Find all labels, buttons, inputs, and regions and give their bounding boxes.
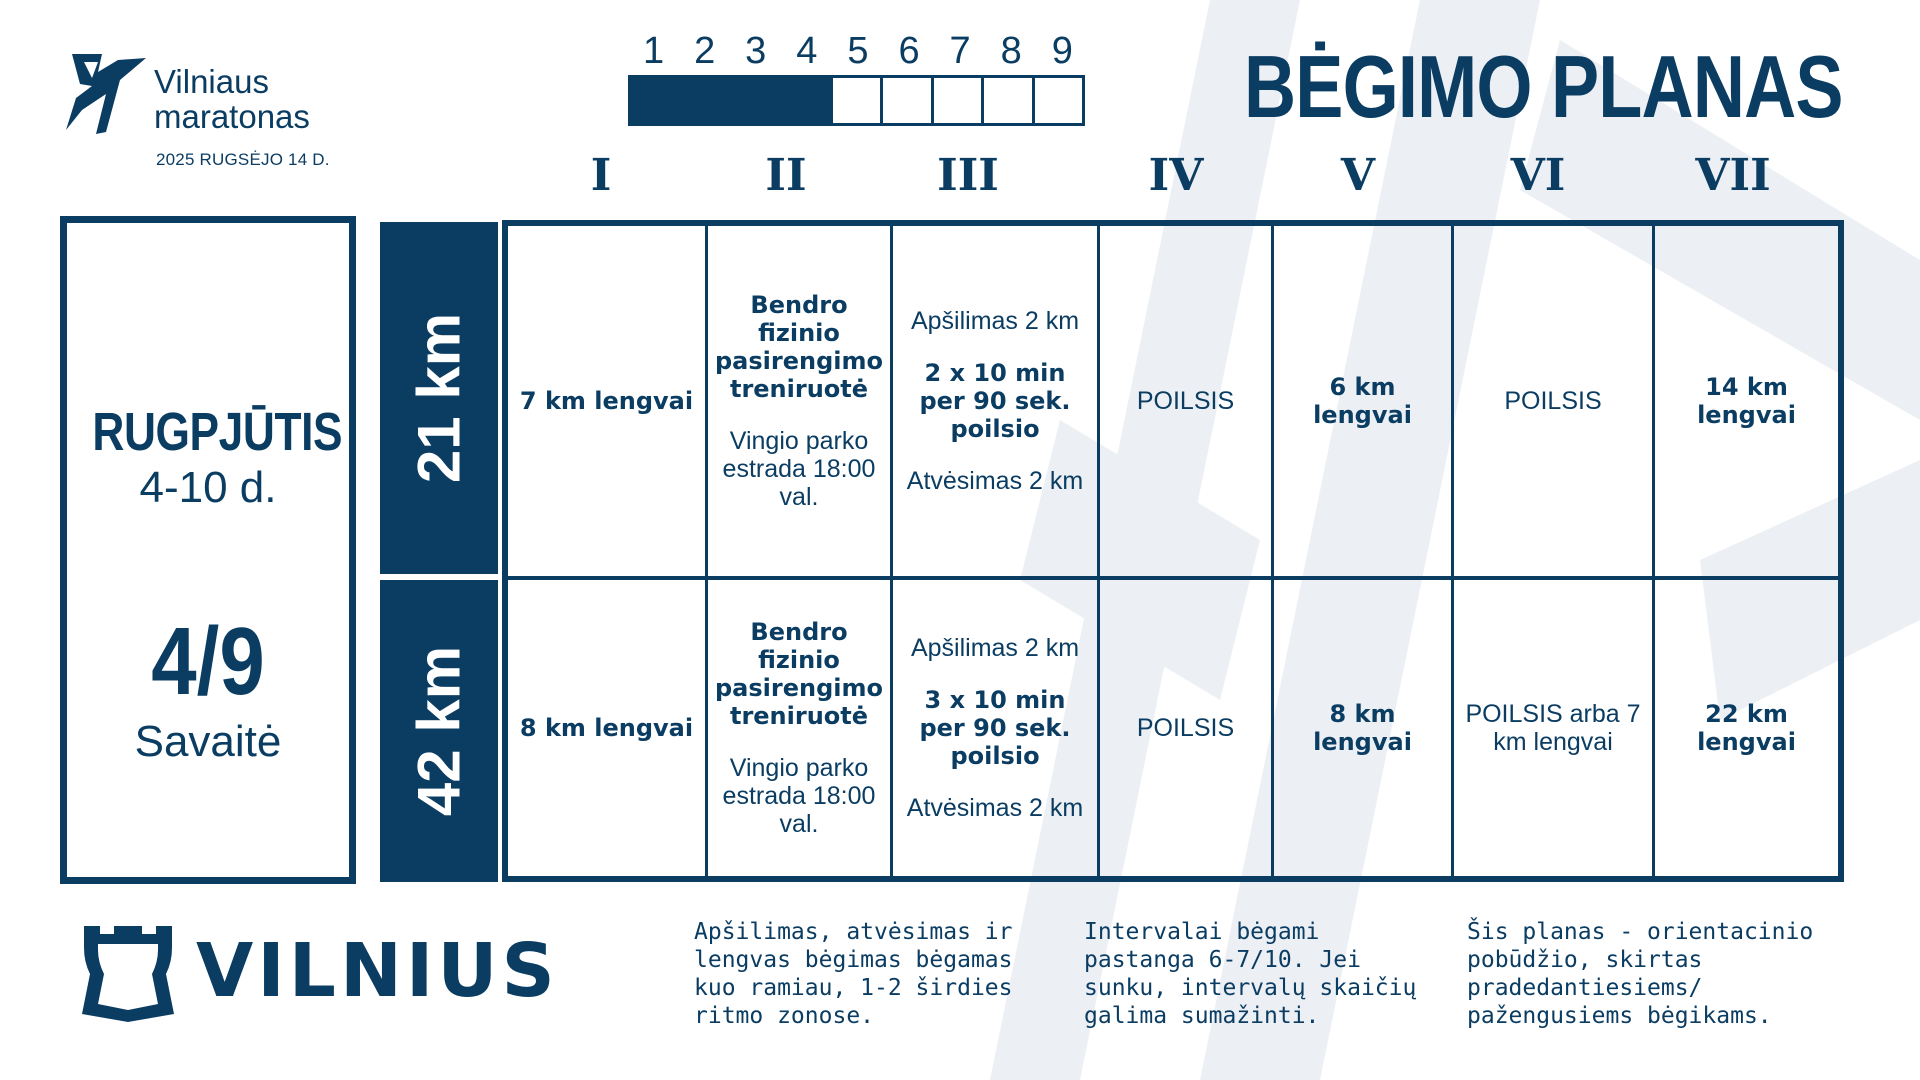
day-header: I: [590, 150, 612, 201]
vilnius-logo: [78, 918, 578, 1028]
marathon-date: 2025 RUGSĖJO 14 D.: [156, 150, 330, 169]
plan-cell: [1271, 580, 1451, 876]
plan-cell: [890, 580, 1097, 876]
distance-block-21: [380, 222, 498, 574]
plan-cell: [1652, 226, 1838, 576]
vilnius-wordmark: VILNIUS: [196, 928, 559, 1014]
cell-text: Vingio parko estrada 18:00 val.: [722, 427, 876, 511]
plan-cell: [1451, 580, 1652, 876]
day-header: III: [937, 150, 999, 201]
cell-text: POILSIS arba 7 km lengvai: [1465, 700, 1641, 756]
cell-text: Apšilimas 2 km: [910, 307, 1080, 335]
note-2: Intervalai bėgami pastanga 6-7/10. Jei sunku, intervalų skaičių galima sumažinti.: [1084, 919, 1417, 1029]
cell-text: Apšilimas 2 km: [910, 634, 1080, 662]
distance-label: 21 km: [405, 312, 473, 484]
plan-cell: [1271, 226, 1451, 576]
castle-tower-icon: [78, 918, 178, 1026]
day-header: IV: [1148, 150, 1204, 201]
cell-text: Atvėsimas 2 km: [906, 794, 1084, 822]
plan-grid: [502, 220, 1844, 882]
progress-bar: [628, 75, 1085, 126]
progress-cell: [1035, 78, 1082, 123]
progress-cell: [631, 78, 678, 123]
plan-cell: [508, 580, 705, 876]
progress-cell: [732, 78, 779, 123]
month-name: RUGPJŪTIS: [92, 402, 343, 462]
plan-row-21: [508, 226, 1838, 576]
cell-text-bold: 22 km lengvai: [1697, 700, 1796, 756]
cell-text-bold: 8 km lengvai: [1313, 700, 1412, 756]
plan-cell: [1097, 580, 1271, 876]
progress-number: 8: [1000, 30, 1022, 72]
plan-cell: [705, 226, 890, 576]
progress-cell: [782, 78, 829, 123]
week-label: Savaitė: [134, 717, 282, 766]
progress-number: 2: [694, 30, 716, 72]
cell-text-bold: 3 x 10 min per 90 sek. poilsio: [919, 686, 1071, 770]
month-box: [60, 216, 356, 884]
marathon-name-line1: Vilniaus: [154, 63, 269, 100]
progress-number: 7: [949, 30, 971, 72]
cell-text-bold: 14 km lengvai: [1697, 373, 1796, 429]
day-header: VII: [1695, 150, 1771, 201]
week-number: 4/9: [151, 608, 265, 715]
month-range: 4-10 d.: [139, 463, 277, 512]
cell-text-bold: Bendro fizinio pasirengimo treniruotė: [715, 291, 883, 403]
day-header: II: [765, 150, 807, 201]
cell-text-bold: 6 km lengvai: [1313, 373, 1412, 429]
progress-number: 3: [745, 30, 767, 72]
progress-number: 1: [642, 30, 665, 72]
progress-cell: [833, 78, 880, 123]
plan-cell: [890, 226, 1097, 576]
progress-number: 4: [796, 30, 818, 72]
note-3: Šis planas - orientacinio pobūdžio, skirtas pradedantiesiems/ pažengusiems bėgikams.: [1467, 919, 1814, 1029]
progress-number: 9: [1051, 30, 1073, 72]
plan-row-42: [508, 576, 1838, 876]
plan-cell: [1097, 226, 1271, 576]
week-progress: [628, 30, 1088, 130]
progress-cell: [984, 78, 1031, 123]
marathon-name: [154, 64, 310, 134]
plan-cell: [705, 580, 890, 876]
progress-number: 6: [898, 30, 920, 72]
lightning-bolt-icon: [62, 50, 148, 136]
cell-text: POILSIS: [1136, 714, 1235, 742]
marathon-name-line2: maratonas: [154, 98, 310, 135]
progress-cell: [681, 78, 728, 123]
plan-cell: [1451, 226, 1652, 576]
note-1: Apšilimas, atvėsimas ir lengvas bėgimas bėgamas kuo ramiau, 1-2 širdies ritmo zonose.: [694, 919, 1013, 1029]
cell-text: Atvėsimas 2 km: [906, 467, 1084, 495]
page-title: BĖGIMO PLANAS: [1244, 37, 1843, 136]
cell-text-bold: 7 km lengvai: [519, 387, 694, 415]
cell-text: POILSIS: [1504, 387, 1602, 415]
distance-label: 42 km: [405, 645, 473, 817]
plan-cell: [1652, 580, 1838, 876]
cell-text-bold: Bendro fizinio pasirengimo treniruotė: [715, 618, 883, 730]
cell-text-bold: 8 km lengvai: [519, 714, 694, 742]
progress-cell: [883, 78, 930, 123]
day-header: V: [1340, 150, 1376, 201]
distance-block-42: [380, 580, 498, 882]
progress-cell: [934, 78, 981, 123]
cell-text: Vingio parko estrada 18:00 val.: [722, 754, 876, 838]
progress-number: 5: [847, 30, 869, 72]
marathon-logo: [62, 48, 362, 178]
progress-numbers: [628, 30, 1088, 73]
cell-text: POILSIS: [1136, 387, 1235, 415]
plan-cell: [508, 226, 705, 576]
cell-text-bold: 2 x 10 min per 90 sek. poilsio: [919, 359, 1071, 443]
day-header: VI: [1510, 150, 1566, 201]
